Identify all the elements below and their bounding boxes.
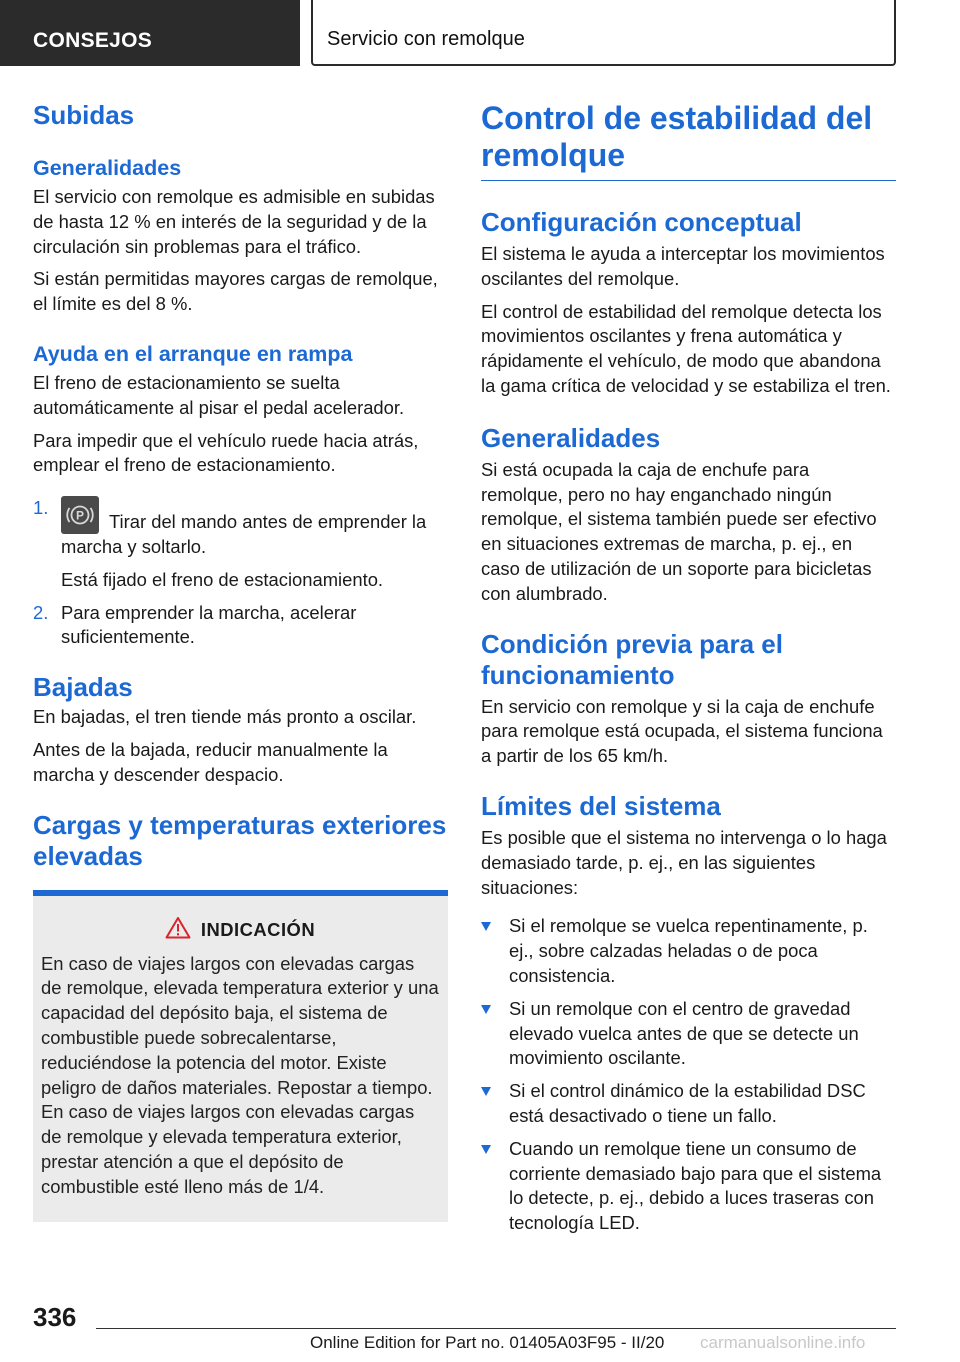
notice-title: INDICACIÓN: [200, 918, 316, 940]
svg-text:P: P: [75, 508, 85, 523]
bullet-triangle-icon: [481, 1087, 491, 1096]
footer-edition: Online Edition for Part no. 01405A03F95 - II/20: [310, 1333, 665, 1352]
section-label: Servicio con remolque: [327, 28, 525, 50]
bullet-text: Si el remolque se vuelca repentinamente, p. ej., sobre calzadas heladas o de poca consistencia.: [509, 915, 868, 986]
bullet-text: Cuando un remolque tiene un consumo de corriente demasiado bajo para que el sistema lo detecte, p. ej., debido a luces traseras con tecnología LED.: [509, 1137, 882, 1234]
limits-list: [481, 914, 896, 1236]
list-item: [33, 496, 448, 592]
chapter-tab: [0, 0, 300, 66]
left-column: [33, 100, 448, 1222]
bullet-triangle-icon: [481, 922, 491, 931]
heading-generalidades-right: Generalidades: [481, 422, 661, 453]
heading-rampa: Ayuda en el arranque en rampa: [33, 341, 353, 366]
paragraph: Antes de la bajada, reducir manualmente la marcha y descender despacio.: [33, 738, 388, 785]
right-column: [481, 100, 896, 1236]
paragraph: El sistema le ayuda a interceptar los movimientos oscilantes del remolque.: [481, 243, 885, 289]
steps-list: [33, 496, 448, 650]
section-header: [311, 0, 896, 66]
heading-limites: Límites del sistema: [481, 790, 721, 821]
bullet-triangle-icon: [481, 1005, 491, 1014]
step-number: 2.: [33, 601, 49, 623]
heading-condicion: Condición previa para el funcionamiento: [481, 628, 783, 690]
paragraph: En servicio con remolque y si la caja de enchufe para remolque está ocupada, el sistema funciona a partir de los 65 km/h.: [481, 695, 883, 767]
list-item: [481, 997, 896, 1071]
page-number: 336: [33, 1302, 77, 1332]
step-text: Tirar del mando antes de emprender la marcha y soltarlo.: [61, 511, 427, 557]
bullet-triangle-icon: [481, 1145, 491, 1154]
paragraph: Para impedir que el vehículo ruede hacia atrás, emplear el freno de estacionamiento.: [33, 429, 419, 476]
paragraph: Si están permitidas mayores cargas de remolque, el límite es del 8 %.: [33, 268, 438, 315]
heading-bajadas: Bajadas: [33, 672, 133, 703]
heading-cargas: Cargas y temperaturas exteriores elevadas: [33, 809, 447, 871]
heading-subidas: Subidas: [33, 100, 135, 130]
list-item: [481, 1079, 896, 1129]
chapter-label: CONSEJOS: [33, 29, 153, 52]
paragraph: El control de estabilidad del remolque detecta los movimientos oscilantes y frena automática y rápidamente el vehículo, de modo que abandona la gama crítica de velocidad y se estabiliza el tren.: [481, 300, 891, 396]
notice-header: [41, 916, 439, 944]
step-text: Para emprender la marcha, acelerar suficientemente.: [61, 601, 357, 648]
paragraph: El freno de estacionamiento se suelta automáticamente al pisar el pedal acelerador.: [33, 371, 405, 418]
bullet-text: Si un remolque con el centro de gravedad elevado vuelca antes de que se detecte un movimiento oscilante.: [509, 997, 859, 1069]
list-item: [33, 601, 448, 651]
paragraph: Si está ocupada la caja de enchufe para remolque, pero no hay enganchado ningún remolque, el sistema también puede ser efectivo en situaciones extremas de marcha, p. ej., en caso de utilización de un soporte para bicicletas con alumbrado.: [481, 458, 877, 604]
notice-box: [33, 890, 448, 1222]
list-item: [481, 1137, 896, 1236]
heading-configuracion: Configuración conceptual: [481, 207, 802, 237]
footer-divider: [96, 1328, 896, 1329]
list-item: [481, 914, 896, 988]
paragraph: El servicio con remolque es admisible en subidas de hasta 12 % en interés de la seguridad y de la circulación sin problemas para el tráfico.: [33, 186, 435, 257]
bullet-text: Si el control dinámico de la estabilidad DSC está desactivado o tiene un fallo.: [509, 1080, 866, 1126]
step-result: Está fijado el freno de estacionamiento.: [61, 568, 384, 590]
warning-icon: [165, 916, 191, 944]
heading-generalidades: Generalidades: [33, 156, 182, 180]
paragraph: En bajadas, el tren tiende más pronto a oscilar.: [33, 706, 417, 728]
paragraph: Es posible que el sistema no intervenga o lo haga demasiado tarde, p. ej., en las siguientes situaciones:: [481, 826, 887, 898]
footer-watermark: carmanualsonline.info: [700, 1333, 866, 1352]
parking-brake-icon: [61, 496, 99, 534]
notice-text: En caso de viajes largos con elevadas cargas de remolque, elevada temperatura exterior y una capacidad del depósito baja, el sistema de combustible puede sobrecalentarse, reduciéndose la potencia del motor. Existe peligro de daños materiales. Repostar a tiempo. En caso de viajes largos con elevadas cargas de remolque y elevada temperatura exterior, prestar atención a que el depósito de combustible esté lleno más de 1/4.: [41, 952, 439, 1197]
step-number: 1.: [33, 497, 49, 519]
heading-control-estabilidad: Control de estabilidad del remolque: [481, 100, 896, 181]
